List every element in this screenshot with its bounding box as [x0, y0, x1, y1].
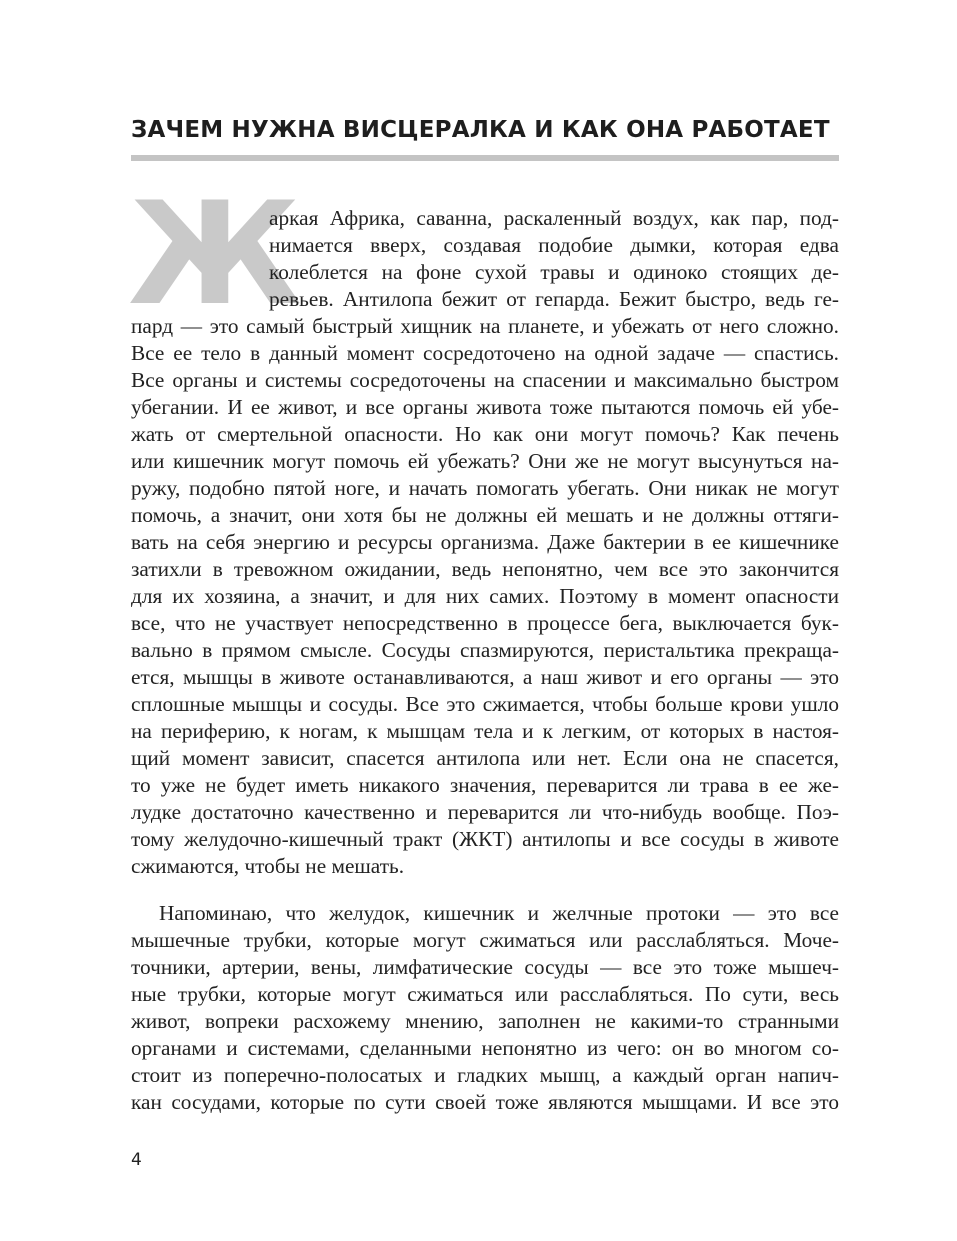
text-line: или кишечник могут помочь ей убежать? Они же не могут высунуться на-	[131, 449, 839, 473]
text-line: колеблется на фоне сухой травы и одиноко стоящих де-	[269, 260, 839, 284]
text-line: Все органы и системы сосредоточены на спасении и максимально быстром	[131, 368, 839, 392]
text-line: то уже не будет иметь никакого значения, переварится ли трава в ее же-	[131, 773, 839, 797]
text-line: убегании. И ее живот, и все органы живота тоже пытаются помочь ей убе-	[131, 395, 839, 419]
heading-underline	[131, 155, 839, 161]
text-line: на периферию, к ногам, к мышцам тела и к легким, от которых в настоя-	[131, 719, 839, 743]
text-line: тому желудочно-кишечный тракт (ЖКТ) антилопы и все сосуды в животе	[131, 827, 839, 851]
drop-cap-letter: Ж	[128, 172, 302, 337]
text-line: ные трубки, которые могут сжиматься или расслабляться. По сути, весь	[131, 982, 839, 1006]
text-line: точники, артерии, вены, лимфатические сосуды — все это тоже мышеч-	[131, 955, 839, 979]
text-line: мышечные трубки, которые могут сжиматься или расслабляться. Моче-	[131, 928, 839, 952]
text-line: все, что не участвует непосредственно в процессе бега, выключается бук-	[131, 611, 839, 635]
text-line: затихли в тревожном ожидании, ведь непонятно, чем все это закончится	[131, 557, 839, 581]
text-line: для их хозяина, а значит, и для них самих. Поэтому в момент опасности	[131, 584, 839, 608]
text-line: сжимаются, чтобы не мешать.	[131, 854, 405, 878]
text-line: ружу, подобно пятой ноге, и начать помогать убегать. Они никак не могут	[131, 476, 839, 500]
text-line: щий момент зависит, спасется антилопа или нет. Если она не спасется,	[131, 746, 839, 770]
text-line: вально в прямом смысле. Сосуды спазмируются, перистальтика прекраща-	[131, 638, 839, 662]
text-line: кан сосудами, которые по сути своей тоже являются мышцами. И все это	[131, 1090, 839, 1114]
text-line: аркая Африка, саванна, раскаленный воздух, как пар, под-	[269, 206, 839, 230]
text-line: Напоминаю, что желудок, кишечник и желчные протоки — это все	[159, 901, 839, 925]
text-line: Все ее тело в данный момент сосредоточено на одной задаче — спастись.	[131, 341, 839, 365]
text-line: сплошные мышцы и сосуды. Все это сжимается, чтобы больше крови ушло	[131, 692, 839, 716]
paragraph-1-body	[131, 313, 839, 880]
page-number: 4	[131, 1150, 142, 1170]
text-line: органами и системами, сделанными непонятно из чего: он во многом со-	[131, 1036, 839, 1060]
text-line: живот, вопреки расхожему мнению, заполнен не какими-то странными	[131, 1009, 839, 1033]
text-line: жать от смертельной опасности. Но как они могут помочь? Как печень	[131, 422, 839, 446]
text-line: ется, мышцы в животе останавливаются, а наш живот и его органы — это	[131, 665, 839, 689]
text-line: ревьев. Антилопа бежит от гепарда. Бежит быстро, ведь ге-	[269, 287, 839, 311]
chapter-heading: ЗАЧЕМ НУЖНА ВИСЦЕРАЛКА И КАК ОНА РАБОТАЕТ	[131, 117, 830, 143]
text-line: вать на себя энергию и ресурсы организма. Даже бактерии в ее кишечнике	[131, 530, 839, 554]
text-line: стоит из поперечно-полосатых и гладких мышц, а каждый орган напич-	[131, 1063, 839, 1087]
text-line: пард — это самый быстрый хищник на планете, и убежать от него сложно.	[131, 314, 839, 338]
paragraph-2	[131, 900, 839, 1116]
text-line: лудке достаточно качественно и переварится ли что-нибудь вообще. Поэ-	[131, 800, 839, 824]
text-line: помочь, а значит, они хотя бы не должны ей мешать и не должны оттяги-	[131, 503, 839, 527]
paragraph-1-opening	[269, 205, 839, 313]
text-line: нимается вверх, создавая подобие дымки, которая едва	[269, 233, 839, 257]
